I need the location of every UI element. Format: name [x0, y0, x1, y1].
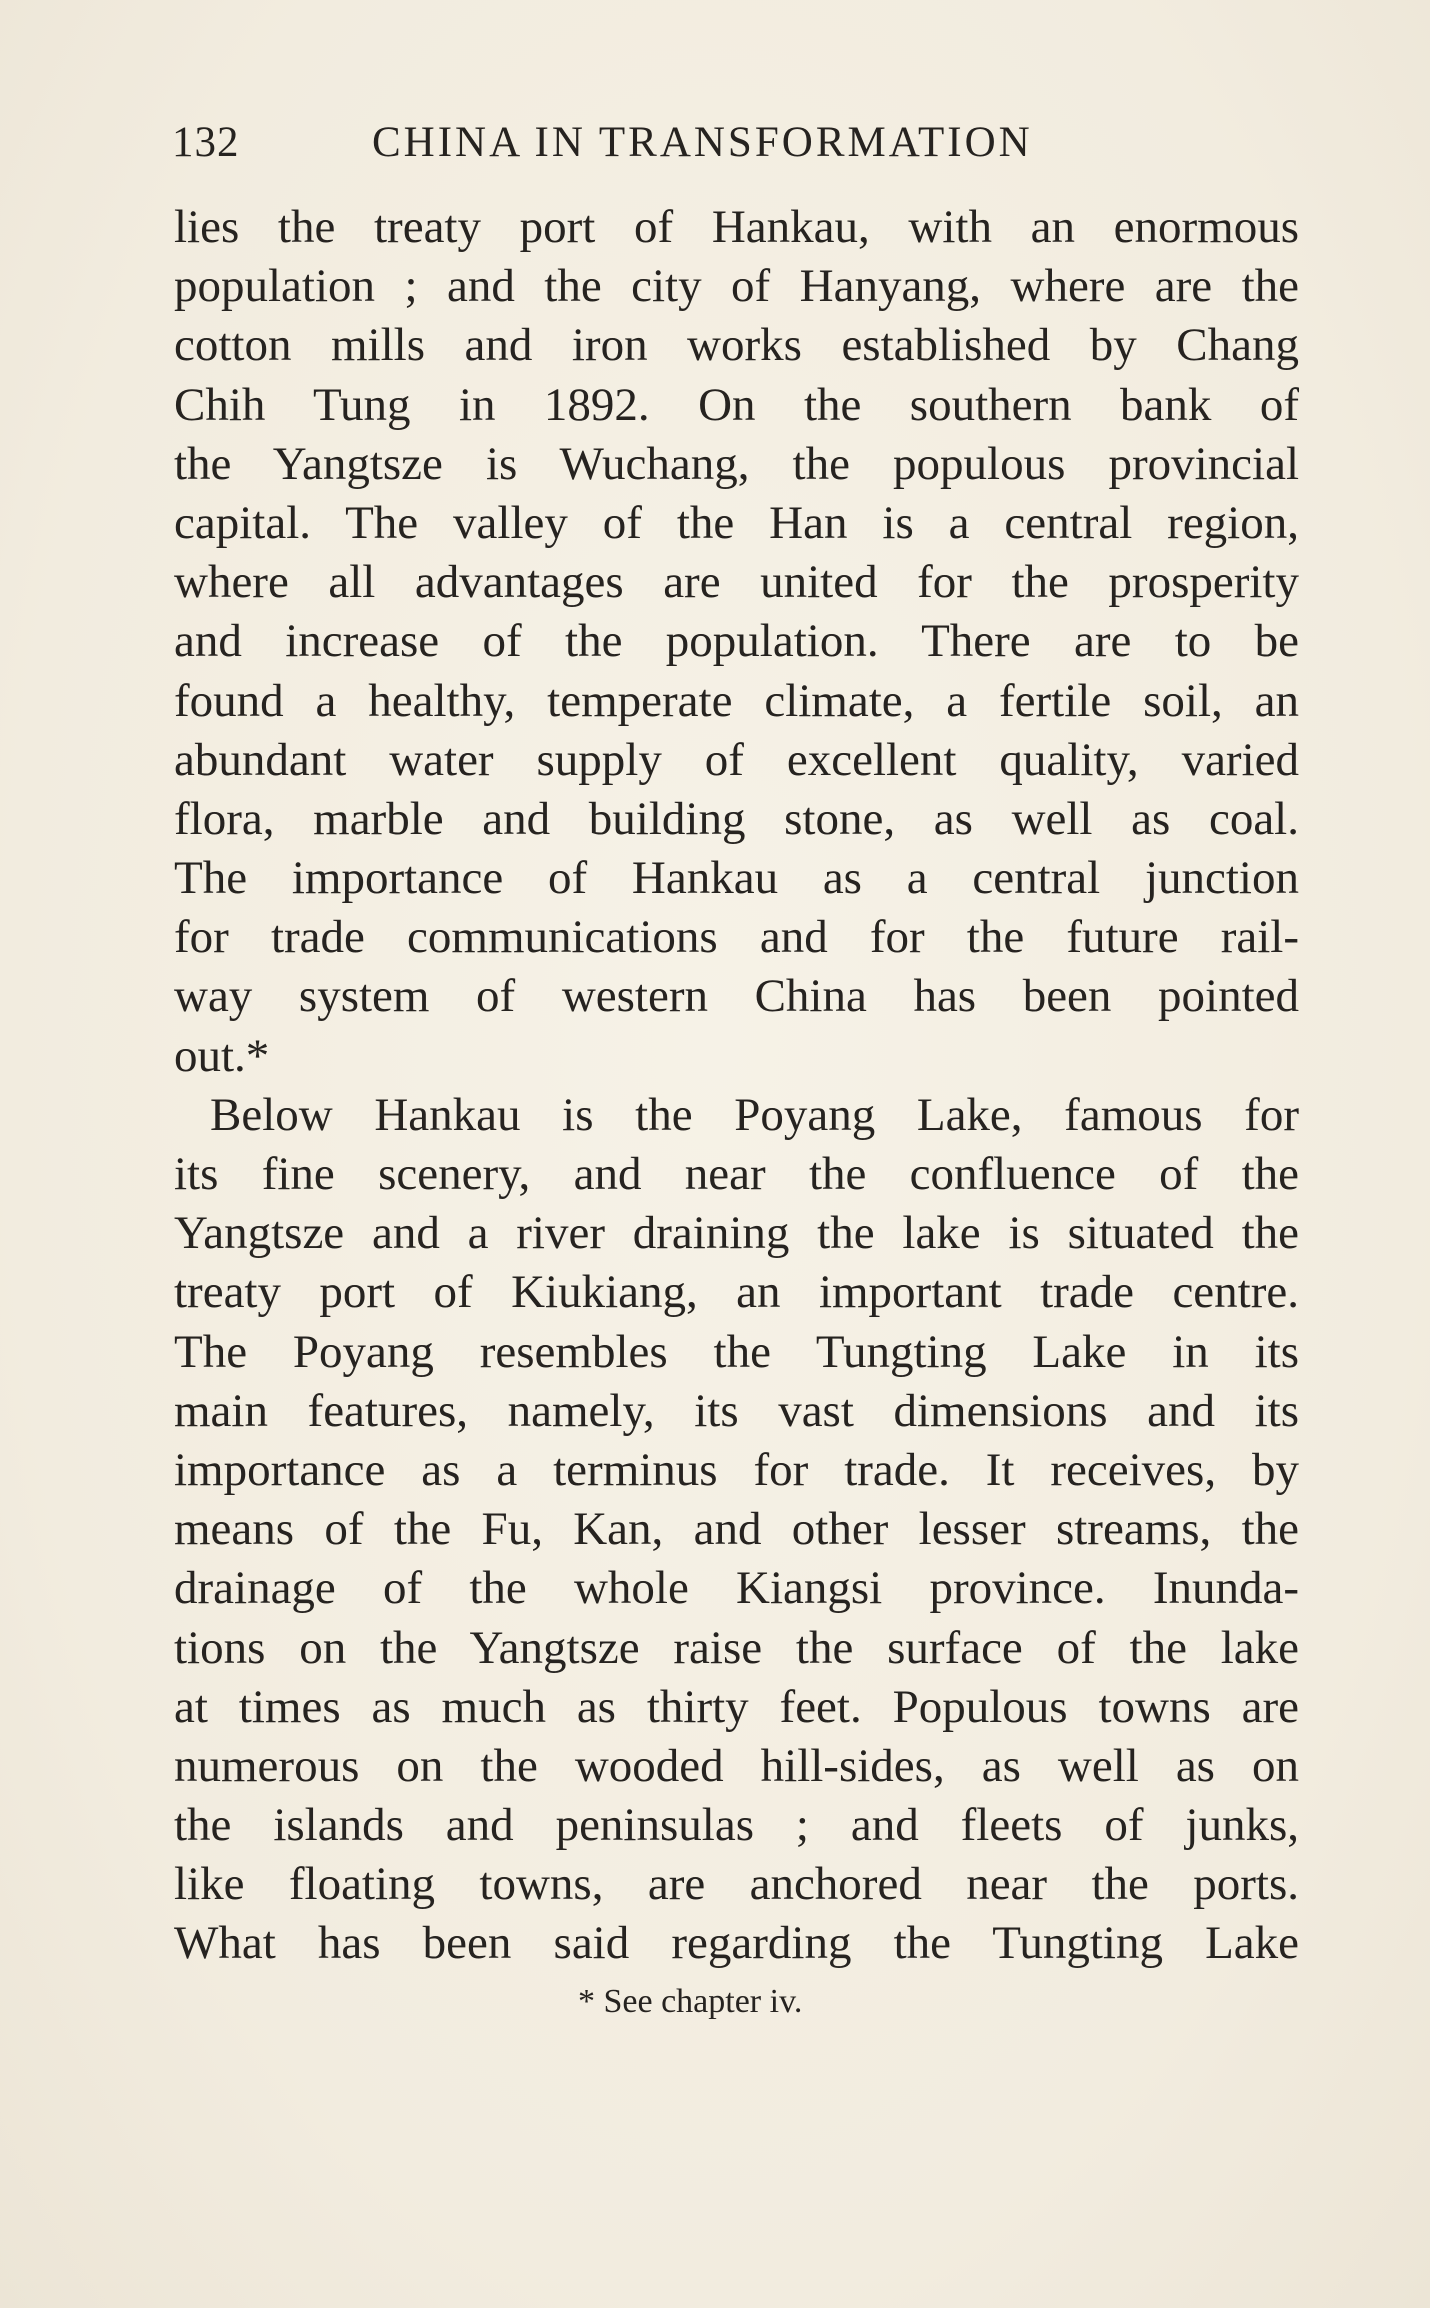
text-line: means of the Fu, Kan, and other lesser streams, the [174, 1503, 1299, 1556]
text-line: its fine scenery, and near the confluence of the [174, 1148, 1299, 1200]
text-line: importance as a terminus for trade. It receives, by [174, 1443, 1299, 1496]
text-line: for trade communications and for the future rail- [174, 911, 1299, 964]
text-line: and increase of the population. There are to be [174, 615, 1299, 668]
text-line: cotton mills and iron works established by Chang [174, 319, 1299, 372]
text-line: treaty port of Kiukiang, an important trade centre. [174, 1266, 1299, 1319]
text-line: way system of western China has been pointed [174, 970, 1299, 1023]
text-line: flora, marble and building stone, as well as coal. [174, 792, 1299, 845]
footnote: * See chapter iv. [578, 1983, 803, 2020]
text-line: like floating towns, are anchored near the ports. [174, 1858, 1299, 1911]
text-line: main features, namely, its vast dimensions and its [174, 1384, 1299, 1437]
text-line: Below Hankau is the Poyang Lake, famous for [210, 1088, 1299, 1141]
body-text [174, 198, 1299, 1974]
text-line: tions on the Yangtsze raise the surface of the lake [174, 1621, 1299, 1674]
text-line: the islands and peninsulas ; and fleets of junks, [174, 1799, 1299, 1852]
text-line: Chih Tung in 1892. On the southern bank of [174, 378, 1299, 431]
text-line: Yangtsze and a river draining the lake is situated the [174, 1207, 1299, 1260]
text-line: the Yangtsze is Wuchang, the populous provincial [174, 437, 1299, 490]
text-line: found a healthy, temperate climate, a fertile soil, an [174, 674, 1299, 727]
text-line: at times as much as thirty feet. Populous towns are [174, 1680, 1299, 1733]
text-line: out.* [174, 1029, 270, 1082]
text-line: capital. The valley of the Han is a central region, [174, 496, 1299, 549]
text-line: lies the treaty port of Hankau, with an enormous [174, 201, 1299, 253]
text-line: abundant water supply of excellent quality, varied [174, 733, 1299, 786]
text-line: population ; and the city of Hanyang, where are the [174, 260, 1299, 313]
text-line: The Poyang resembles the Tungting Lake in its [174, 1325, 1299, 1378]
text-line: numerous on the wooded hill-sides, as well as on [174, 1739, 1299, 1792]
text-line: drainage of the whole Kiangsi province. Inunda- [174, 1562, 1299, 1615]
text-line: What has been said regarding the Tungting Lake [174, 1917, 1299, 1970]
running-title: CHINA IN TRANSFORMATION [372, 119, 1033, 166]
page-header [172, 118, 1292, 178]
text-line: where all advantages are united for the prosperity [174, 556, 1299, 609]
text-line: The importance of Hankau as a central junction [174, 852, 1299, 905]
page-number: 132 [172, 119, 240, 166]
